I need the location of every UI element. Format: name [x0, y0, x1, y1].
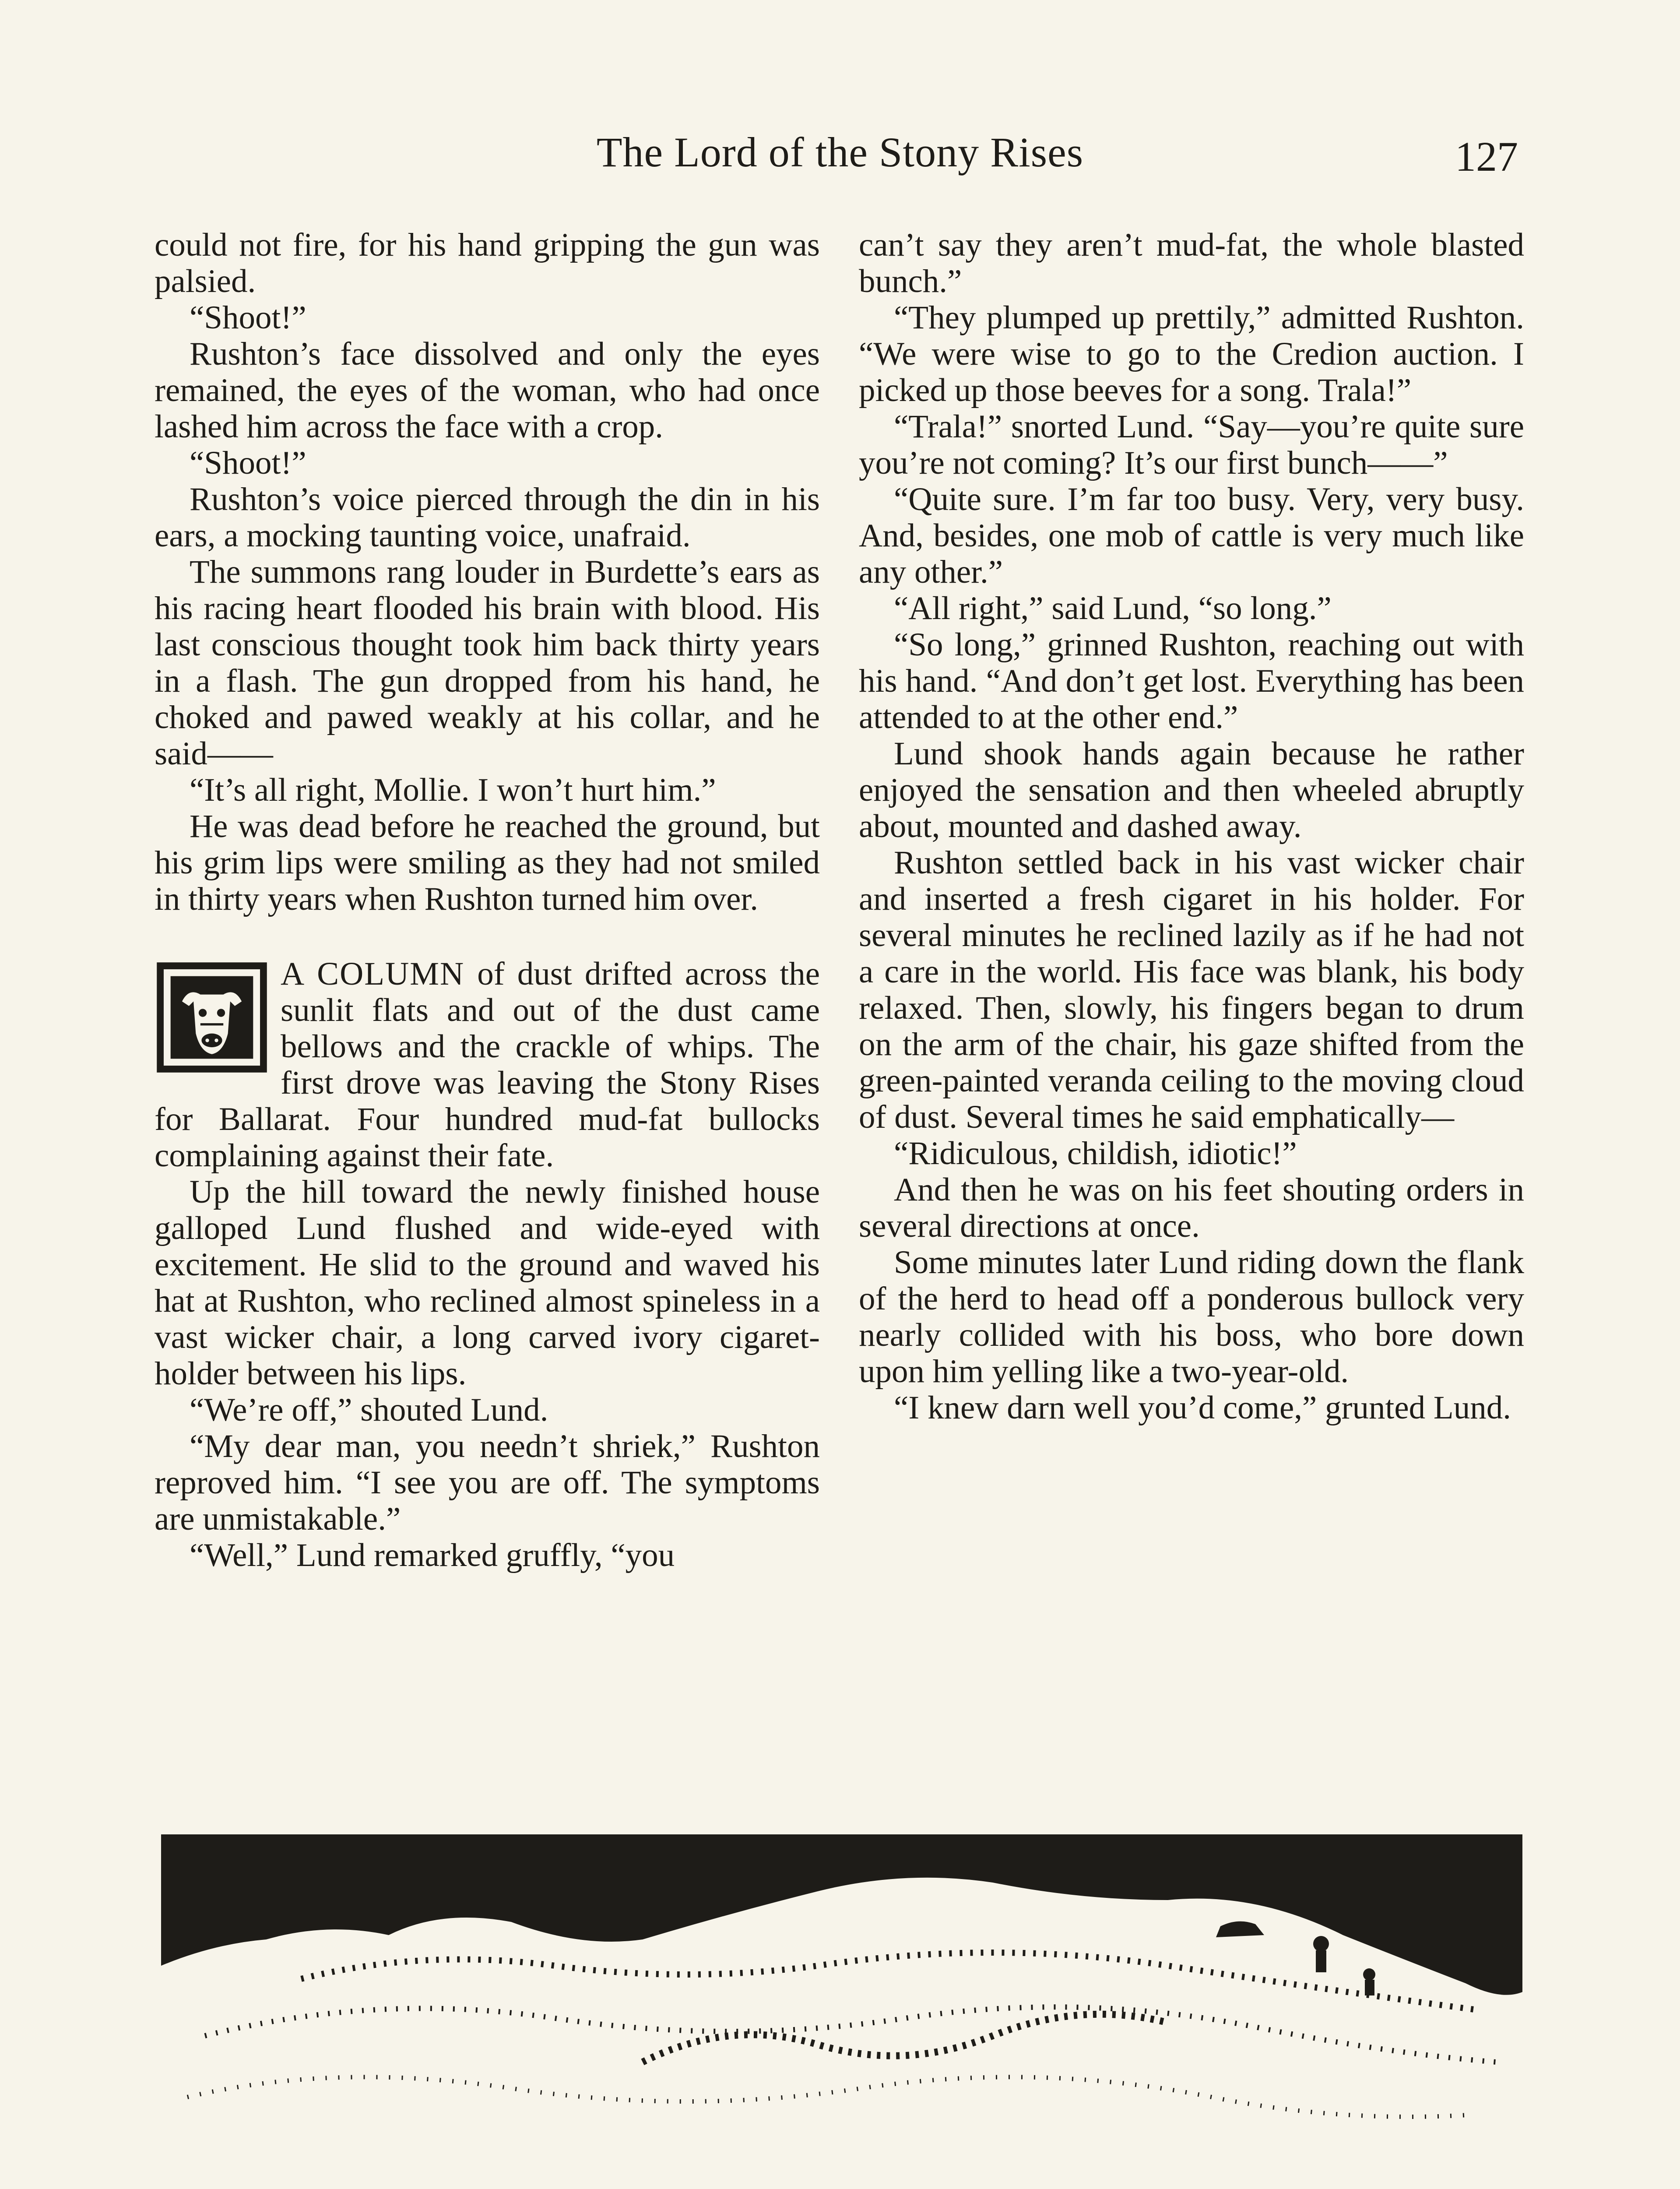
paragraph: could not fire, for his hand gripping the gun was palsied.	[155, 227, 820, 299]
paragraph: “So long,” grinned Rushton, reaching out with his hand. “And don’t get lost. Everything has been attended to at the other end.”	[859, 626, 1524, 736]
page-number: 127	[1455, 133, 1518, 180]
paragraph: “They plumped up prettily,” admitted Rushton. “We were wise to go to the Credion auction. I picked up those beeves for a song. Trala!”	[859, 299, 1524, 408]
caps-lead: A COLUMN	[281, 956, 465, 992]
right-column	[859, 227, 1524, 1426]
paragraph: “Well,” Lund remarked gruffly, “you	[190, 1537, 675, 1573]
paragraph: Lund shook hands again because he rather enjoyed the sensation and then wheeled abruptly about, mounted and dashed away.	[859, 736, 1524, 845]
paragraph: Some minutes later Lund riding down the flank of the herd to head off a ponderous bullock very nearly collided with his boss, who bore down upon him yelling like a two-year-old.	[859, 1244, 1524, 1390]
paragraph: “Ridiculous, childish, idiotic!”	[894, 1135, 1297, 1172]
paragraph: The summons rang louder in Burdette’s ears as his racing heart flooded his brain with blood. His last conscious thought took him back thirty years in a flash. The gun dropped from his hand, he choked and pawed weakly at his collar, and he said——	[155, 554, 820, 772]
paragraph: “My dear man, you needn’t shriek,” Rushton reproved him. “I see you are off. The symptoms are unmistakable.”	[155, 1428, 820, 1537]
section-opening-text: of dust drifted across the sunlit flats and out of the dust came bellows and the crackle of whips. The first drove was leaving the Stony Rises for Ballarat. Four hundred mud-fat bullocks complaining against their fate.	[155, 956, 820, 1174]
steer-head-initial-icon	[155, 960, 269, 1075]
paragraph: “Quite sure. I’m far too busy. Very, very busy. And, besides, one mob of cattle is very much like any other.”	[859, 481, 1524, 590]
paragraph: “We’re off,” shouted Lund.	[190, 1392, 548, 1428]
paragraph: “It’s all right, Mollie. I won’t hurt him.”	[190, 772, 716, 808]
paragraph: Up the hill toward the newly finished house galloped Lund flushed and wide-eyed with excitement. He slid to the ground and waved his hat at Rushton, who reclined almost spineless in a vast wicker chair, a long carved ivory cigaret-holder between his lips.	[155, 1174, 820, 1392]
paragraph: Rushton settled back in his vast wicker chair and inserted a fresh cigaret in his holder. For several minutes he reclined lazily as if he had not a care in the world. His face was blank, his body relaxed. Then, slowly, his fingers began to drum on the arm of the chair, his gaze shifted from the green-painted veranda ceiling to the moving cloud of dust. Several times he said emphatically—	[859, 845, 1524, 1135]
running-title: The Lord of the Stony Rises	[596, 129, 1084, 176]
paragraph: “Shoot!”	[190, 299, 306, 336]
paragraph: He was dead before he reached the ground, but his grim lips were smiling as they had not smiled in thirty years when Rushton turned him over.	[155, 808, 820, 917]
paragraph: “Shoot!”	[190, 445, 306, 481]
left-column	[155, 227, 820, 1573]
paragraph: “I knew darn well you’d come,” grunted Lund.	[894, 1390, 1511, 1426]
section-opening	[155, 956, 820, 1174]
paragraph: Rushton’s face dissolved and only the eyes remained, the eyes of the woman, who had once lashed him across the face with a crop.	[155, 336, 820, 445]
paragraph: “Trala!” snorted Lund. “Say—you’re quite sure you’re not coming? It’s our first bunch——”	[859, 408, 1524, 481]
paragraph: Rushton’s voice pierced through the din in his ears, a mocking taunting voice, unafraid.	[155, 481, 820, 554]
paragraph: “All right,” said Lund, “so long.”	[894, 590, 1332, 626]
paragraph: And then he was on his feet shouting orders in several directions at once.	[859, 1172, 1524, 1244]
paragraph: can’t say they aren’t mud-fat, the whole blasted bunch.”	[859, 227, 1524, 299]
snowy-hills-woodcut-icon	[161, 1834, 1522, 2171]
